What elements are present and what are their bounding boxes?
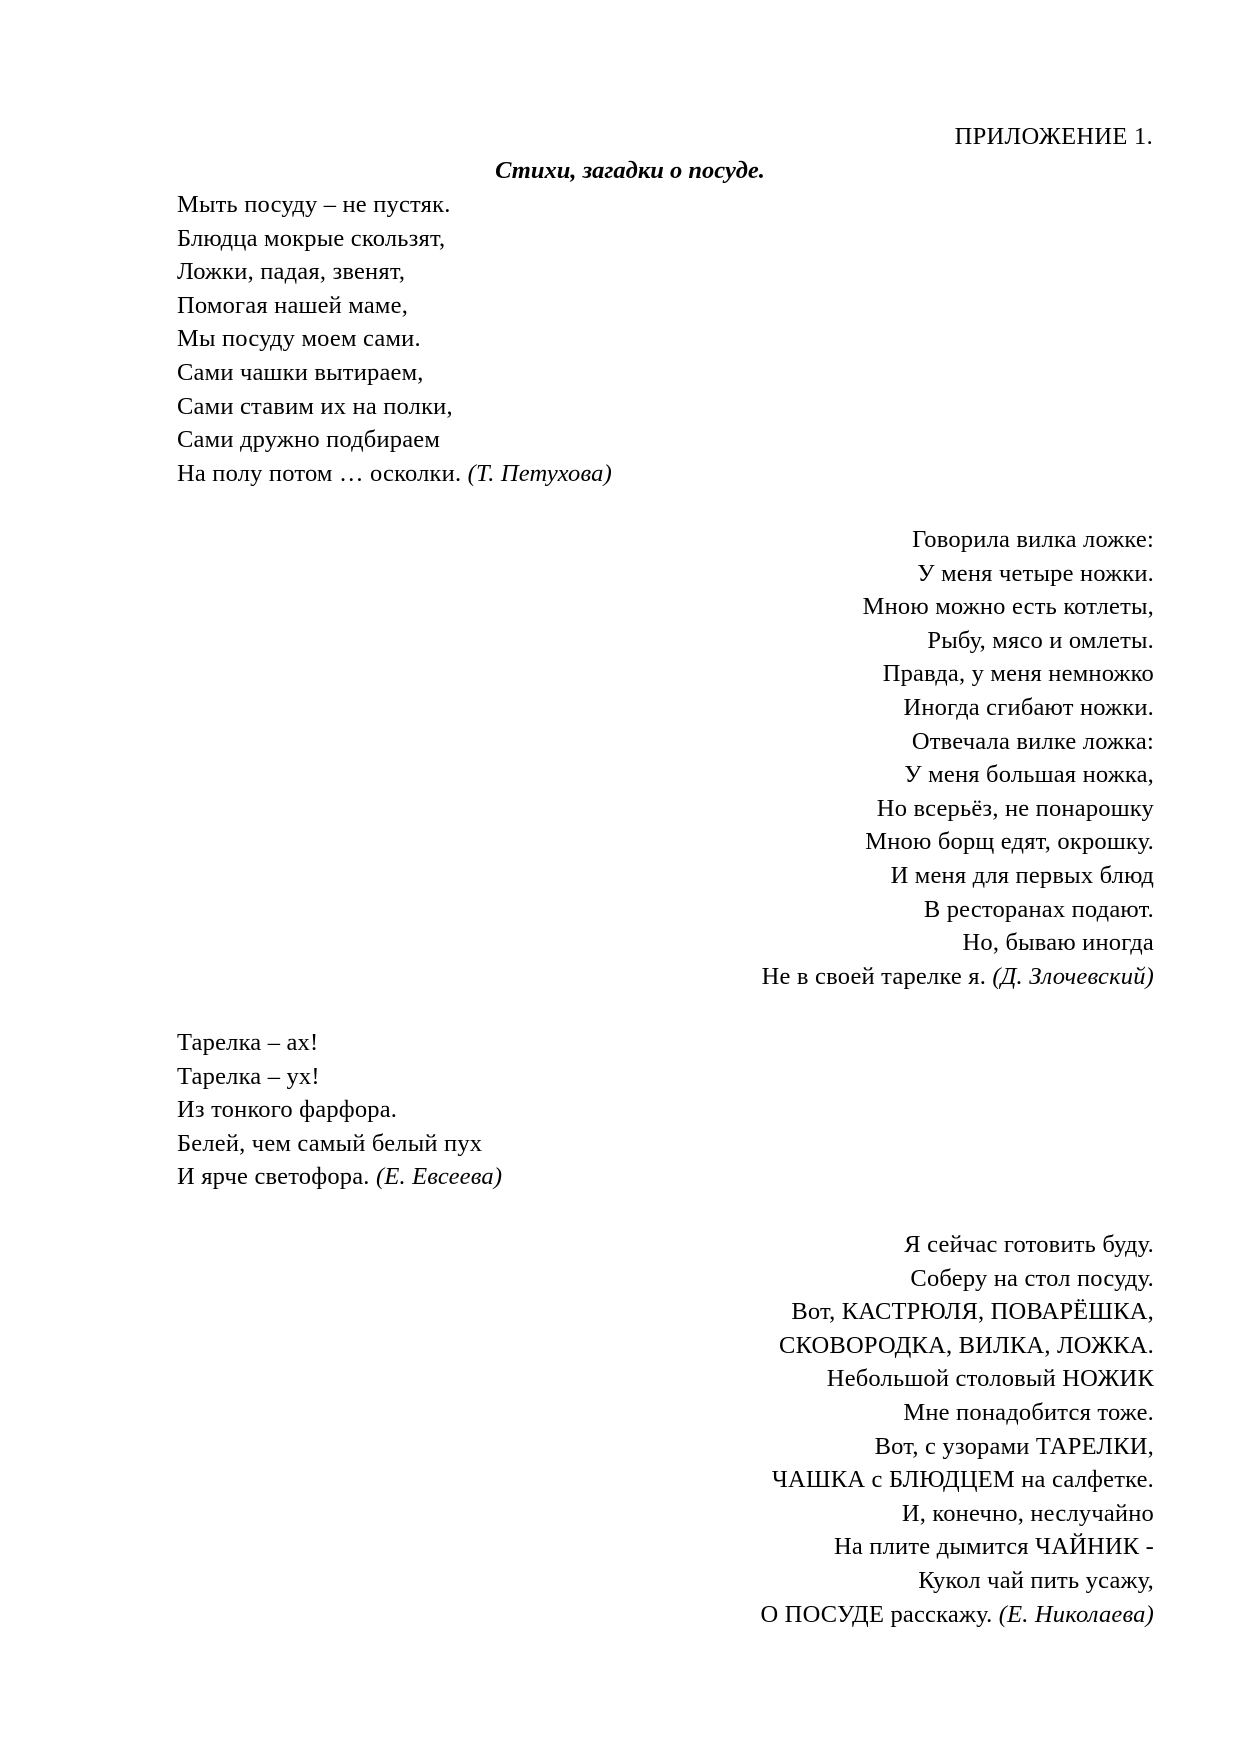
poem-line-text: Соберу на стол посуду. <box>910 1264 1154 1292</box>
poem-line <box>762 893 1154 927</box>
poem-line <box>760 1295 1154 1329</box>
poem-line-text: Мною борщ едят, окрошку. <box>865 828 1154 856</box>
poem-line-text: Мыть посуду – не пустяк. <box>177 191 451 218</box>
poem-line <box>760 1598 1154 1632</box>
poem-line <box>177 289 612 323</box>
poem-line <box>762 825 1154 859</box>
poem-line <box>762 926 1154 960</box>
poem-line-text: Я сейчас готовить буду. <box>904 1231 1154 1258</box>
poem-1 <box>177 188 612 490</box>
poem-line <box>177 1060 502 1094</box>
poem-line-text: Кукол чай пить усажу, <box>918 1566 1154 1594</box>
poem-line-text: Иногда сгибают ножки. <box>903 693 1154 721</box>
poem-line <box>177 322 612 356</box>
poem-line-text: ЧАШКА с БЛЮДЦЕМ на салфетке. <box>771 1466 1154 1494</box>
poem-2 <box>762 523 1154 993</box>
poem-line-text: Мною можно есть котлеты, <box>862 593 1154 621</box>
poem-line-text: И, конечно, неслучайно <box>901 1499 1154 1527</box>
poem-line-text: На плите дымится ЧАЙНИК - <box>834 1533 1154 1561</box>
poem-line <box>760 1497 1154 1531</box>
poem-line-text: Тарелка – ух! <box>177 1062 320 1090</box>
poem-line-text: Блюдца мокрые скользят, <box>177 224 446 252</box>
poem-4 <box>760 1228 1154 1631</box>
poem-line <box>177 188 612 222</box>
poem-line-text: Отвечала вилке ложка: <box>911 727 1154 755</box>
poem-line-text: У меня большая ножка, <box>904 761 1154 789</box>
poem-line-text: Сами ставим их на полки, <box>177 392 453 420</box>
poem-line-text: Мне понадобится тоже. <box>903 1398 1154 1426</box>
poem-line <box>760 1564 1154 1598</box>
poem-line <box>762 758 1154 792</box>
poem-author: (Д. Злочевский) <box>992 962 1154 990</box>
poem-line <box>760 1228 1154 1262</box>
poem-line-text: Но, бываю иногда <box>962 929 1154 957</box>
appendix-label: ПРИЛОЖЕНИЕ 1. <box>954 123 1153 150</box>
poem-line <box>760 1430 1154 1464</box>
poem-line <box>760 1530 1154 1564</box>
poem-line <box>762 960 1154 994</box>
poem-line-text: Вот, с узорами ТАРЕЛКИ, <box>874 1432 1154 1460</box>
poem-line-text: Тарелка – ах! <box>177 1029 319 1056</box>
poem-line <box>177 423 612 457</box>
poem-author: (Е. Евсеева) <box>375 1163 503 1191</box>
poem-line-text: И ярче светофора. <box>177 1163 376 1191</box>
poem-line-text: Из тонкого фарфора. <box>177 1096 398 1124</box>
poem-line-text: Сами чашки вытираем, <box>177 358 424 386</box>
poem-line-text: Ложки, падая, звенят, <box>177 258 406 286</box>
poem-line-text: Белей, чем самый белый пух <box>177 1129 483 1157</box>
page-title: Стихи, загадки о посуде. <box>495 157 765 184</box>
poem-line-text: Рыбу, мясо и омлеты. <box>927 626 1154 654</box>
poem-line-text: Не в своей тарелке я. <box>761 962 993 990</box>
poem-line-text: О ПОСУДЕ расскажу. <box>760 1600 999 1628</box>
poem-line-text: Сами дружно подбираем <box>177 426 441 454</box>
poem-line <box>177 390 612 424</box>
poem-line-text: В ресторанах подают. <box>923 895 1154 923</box>
poem-line-text: Мы посуду моем сами. <box>177 325 421 353</box>
poem-line <box>762 557 1154 591</box>
poem-line <box>762 590 1154 624</box>
poem-line <box>760 1329 1154 1363</box>
poem-line <box>760 1262 1154 1296</box>
poem-line <box>177 1127 502 1161</box>
poem-line-text: Говорила вилка ложке: <box>912 526 1154 553</box>
poem-line <box>762 657 1154 691</box>
poem-line <box>760 1463 1154 1497</box>
poem-line <box>762 792 1154 826</box>
poem-line <box>760 1396 1154 1430</box>
poem-line-text: На полу потом … осколки. <box>177 459 468 487</box>
poem-line-text: И меня для первых блюд <box>890 861 1154 889</box>
poem-line <box>762 691 1154 725</box>
poem-author: (Е. Николаева) <box>998 1600 1154 1628</box>
poem-line-text: Правда, у меня немножко <box>882 660 1154 688</box>
poem-line <box>762 725 1154 759</box>
poem-author: (Т. Петухова) <box>467 459 612 487</box>
poem-line <box>177 356 612 390</box>
poem-line <box>762 624 1154 658</box>
poem-line <box>177 255 612 289</box>
poem-line <box>762 859 1154 893</box>
poem-line-text: У меня четыре ножки. <box>917 559 1154 587</box>
poem-line-text: Вот, КАСТРЮЛЯ, ПОВАРЁШКА, <box>791 1298 1154 1326</box>
poem-line <box>177 1026 502 1060</box>
poem-line <box>177 1093 502 1127</box>
poem-line-text: Помогая нашей маме, <box>177 291 409 319</box>
poem-line <box>177 1160 502 1194</box>
poem-line-text: Небольшой столовый НОЖИК <box>826 1365 1154 1393</box>
poem-line <box>177 457 612 491</box>
poem-line <box>762 523 1154 557</box>
poem-line-text: СКОВОРОДКА, ВИЛКА, ЛОЖКА. <box>779 1331 1154 1359</box>
poem-3 <box>177 1026 502 1194</box>
poem-line-text: Но всерьёз, не понарошку <box>876 794 1154 822</box>
poem-line <box>177 222 612 256</box>
poem-line <box>760 1362 1154 1396</box>
